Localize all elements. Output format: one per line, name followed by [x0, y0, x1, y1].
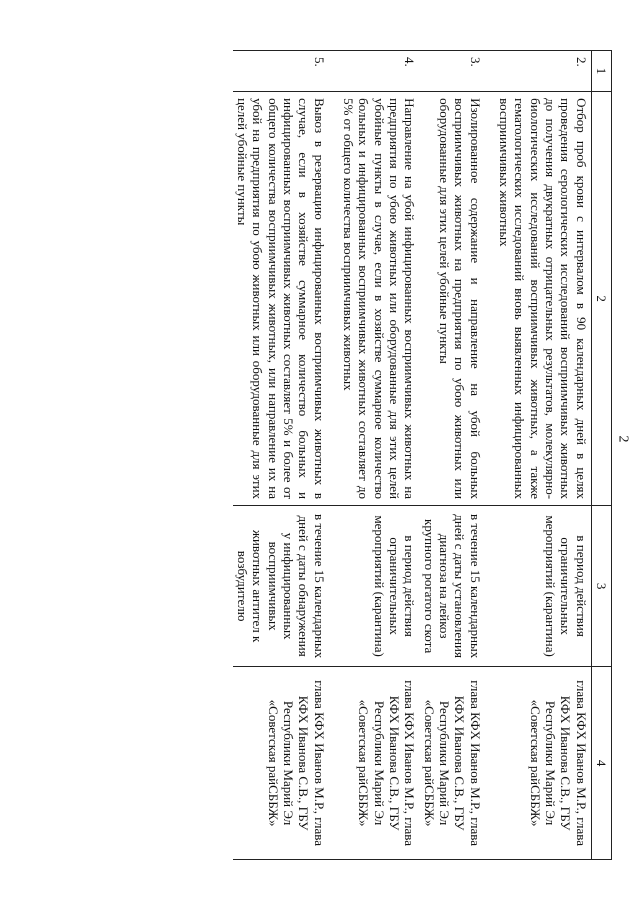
row-term: в течение 15 календарных дней с даты установления диагноза на лейкоз крупного рогатого скота — [419, 506, 484, 667]
row-number: 2. — [485, 51, 591, 92]
header-col-2: 2 — [591, 92, 611, 506]
row-measure: Изолированное содержание и направление на убой больных восприимчивых животных на предприятия по убою животных или оборудованные для этих целей убойные пункты — [419, 92, 484, 506]
table-header-row — [591, 51, 611, 860]
row-responsible: глава КФХ Иванов М.Р., глава КФХ Иванова С.В., ГБУ Республики Марий Эл «Советская райСББЖ» — [485, 667, 591, 860]
page-number: 2 — [615, 435, 631, 443]
row-number: 5. — [233, 51, 329, 92]
row-measure: Отбор проб крови с интервалом в 90 календарных дней в целях проведения серологических исследований восприимчивых животных до получения двукратных отрицательных результатов, молекулярно-биологических исследований восприимчивых животных, а также гематологических исследований вновь выявленных инфицированных восприимчивых животных — [485, 92, 591, 506]
row-responsible: глава КФХ Иванов М.Р., глава КФХ Иванова С.В., ГБУ Республики Марий Эл «Советская райСББЖ» — [329, 667, 420, 860]
table-row — [419, 51, 484, 860]
header-col-3: 3 — [591, 506, 611, 667]
row-number: 3. — [419, 51, 484, 92]
table-row — [233, 51, 329, 860]
row-responsible: глава КФХ Иванов М.Р., глава КФХ Иванова С.В., ГБУ Республики Марий Эл «Советская райСББЖ» — [419, 667, 484, 860]
row-measure: Направление на убой инфицированных восприимчивых животных на предприятия по убою животных или оборудованные для этих целей убойные пункты в случае, если в хозяйстве суммарное количество больных и инфицированных восприимчивых животных составляет до 5% от общего количества восприимчивых животных — [329, 92, 420, 506]
table-row — [485, 51, 591, 860]
table-row — [329, 51, 420, 860]
row-measure: Вывоз в резервацию инфицированных восприимчивых животных в случае, если в хозяйстве суммарное количество больных и инфицированных восприимчивых животных составляет 5% и более от общего количества восприимчивых животных, или направление их на убой на предприятия по убою животных или оборудованные для этих целей убойные пункты — [233, 92, 329, 506]
row-term: в период действия ограничительных мероприятий (карантина) — [485, 506, 591, 667]
row-term: в течение 15 календарных дней с даты обнаружения у инфицированных восприимчивых животных антител к возбудителю — [233, 506, 329, 667]
measures-table — [233, 50, 612, 860]
header-col-1: 1 — [591, 51, 611, 92]
row-term: в период действия ограничительных мероприятий (карантина) — [329, 506, 420, 667]
header-col-4: 4 — [591, 667, 611, 860]
row-number: 4. — [329, 51, 420, 92]
row-responsible: глава КФХ Иванов М.Р., глава КФХ Иванова С.В., ГБУ Республики Марий Эл «Советская райСББЖ» — [233, 667, 329, 860]
